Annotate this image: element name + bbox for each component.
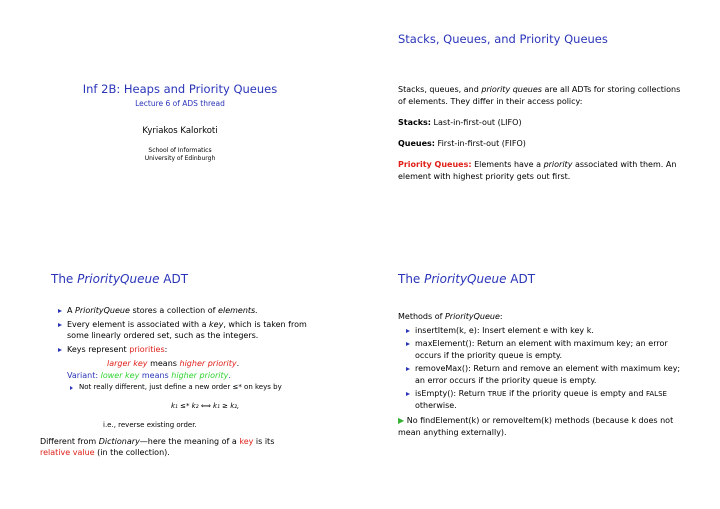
slide-title: Stacks, Queues, and Priority Queues <box>398 32 608 46</box>
sub-bullet: Not really different, just define a new order ≤* on keys by <box>69 382 317 393</box>
diff-red2: relative value <box>40 448 95 457</box>
method-removemax: removeMax(): Return and remove an element with maximum key; an error occurs if the priority queue is empty. <box>405 363 688 387</box>
m4-c: otherwise. <box>415 401 457 410</box>
larger-key: larger key <box>107 359 148 368</box>
method-list <box>398 325 688 412</box>
title-em: PriorityQueue <box>77 272 160 286</box>
slide-title <box>51 272 188 286</box>
bullet-3 <box>57 344 317 355</box>
b1-b: stores a collection of <box>129 306 219 315</box>
higher-priority-1: higher priority <box>179 359 237 368</box>
intro-text-a: Stacks, queues, and <box>398 85 482 94</box>
methods-heading <box>398 311 688 323</box>
larger-key-line <box>57 358 317 369</box>
slide-pq-adt-methods <box>360 254 720 508</box>
b3-red: priorities <box>129 345 165 354</box>
diff-c: is its <box>253 437 275 446</box>
method-isempty <box>405 388 688 412</box>
order-formula: k₁ ≤* k₂ ⟺ k₁ ≥ k₂, <box>171 402 240 410</box>
institution-line2: University of Edinburgh <box>144 155 216 162</box>
lower-key: lower key <box>100 371 140 380</box>
variant-label: Variant: <box>67 371 101 380</box>
means-1: means <box>147 359 180 368</box>
b1-a: A <box>67 306 76 315</box>
b2-b: , which is taken from some linearly ordered set, such as the integers. <box>67 320 307 340</box>
methods-em: PriorityQueue <box>444 312 500 321</box>
lecture-subtitle: Lecture 6 of ADS thread <box>135 99 225 108</box>
author: Kyriakos Kalorkoti <box>142 126 218 136</box>
slide-body <box>398 311 688 439</box>
dictionary-diff <box>40 436 290 458</box>
m4-b: if the priority queue is empty and <box>506 389 646 398</box>
title-pre: The <box>51 272 78 286</box>
diff-b: —here the meaning of a <box>139 437 240 446</box>
diff-a: Different from <box>40 437 99 446</box>
b1-em2: elements. <box>218 306 258 315</box>
m4-true: TRUE <box>487 390 507 398</box>
method-maxelement: maxElement(): Return an element with maximum key; an error occurs if the priority queue is empty. <box>405 338 688 362</box>
slide-title <box>0 0 360 254</box>
methods-a: Methods of <box>398 312 445 321</box>
title-post: ADT <box>506 272 536 286</box>
stacks-text: Last-in-first-out (LIFO) <box>431 118 522 127</box>
play-arrow-icon: ▶ <box>398 416 405 425</box>
means-2: means <box>139 371 172 380</box>
intro-paragraph <box>398 84 688 108</box>
variant-line <box>57 370 317 381</box>
b2-a: Every element is associated with a <box>67 320 210 329</box>
m4-false: FALSE <box>646 390 667 398</box>
intro-emphasis: priority queues <box>481 85 542 94</box>
reverse-note: i.e., reverse existing order. <box>103 421 197 429</box>
higher-priority-2: higher priority <box>171 371 229 380</box>
title-pre: The <box>398 272 425 286</box>
institution-line1: School of Informatics <box>148 147 212 154</box>
diff-d: (in the collection). <box>94 448 170 457</box>
diff-em: Dictionary <box>98 437 140 446</box>
queues-line <box>398 138 688 150</box>
methods-b: : <box>499 312 503 321</box>
b1-em: PriorityQueue <box>75 306 130 315</box>
b3-a: Keys represent <box>67 345 130 354</box>
pq-text-b: associated with them. An element with highest priority gets out first. <box>398 160 677 181</box>
lecture-title: Inf 2B: Heaps and Priority Queues <box>82 82 278 96</box>
slide-pq-adt-intro <box>0 254 360 508</box>
stacks-line <box>398 117 688 129</box>
slide-body <box>40 305 317 458</box>
bullet-2 <box>57 319 317 341</box>
note-text: No findElement(k) or removeItem(k) methods (because k does not mean anything externally). <box>398 416 674 437</box>
b2-em: key <box>209 320 224 329</box>
b3-b: : <box>164 345 168 354</box>
stacks-label: Stacks: <box>398 118 432 127</box>
priority-queues-line <box>398 159 688 183</box>
slide-body <box>398 84 688 183</box>
end-2: . <box>228 371 231 380</box>
diff-red: key <box>239 437 254 446</box>
no-find-note <box>398 415 688 439</box>
slide-title <box>398 272 535 286</box>
queues-label: Queues: <box>398 139 436 148</box>
pq-text-a: Elements have a <box>471 160 544 169</box>
intro-text-b: are all ADTs for storing collections of elements. They differ in their access policy: <box>398 85 681 106</box>
title-em: PriorityQueue <box>424 272 507 286</box>
title-post: ADT <box>159 272 189 286</box>
end-1: . <box>236 359 240 368</box>
slide-stacks-queues <box>360 0 720 254</box>
queues-text: First-in-first-out (FIFO) <box>435 139 526 148</box>
method-insertitem: insertItem(k, e): Insert element e with key k. <box>405 325 688 337</box>
m4-a: isEmpty(): Return <box>415 389 488 398</box>
pq-label: Priority Queues: <box>398 160 472 169</box>
bullet-1 <box>57 305 317 316</box>
pq-emphasis: priority <box>543 160 573 169</box>
